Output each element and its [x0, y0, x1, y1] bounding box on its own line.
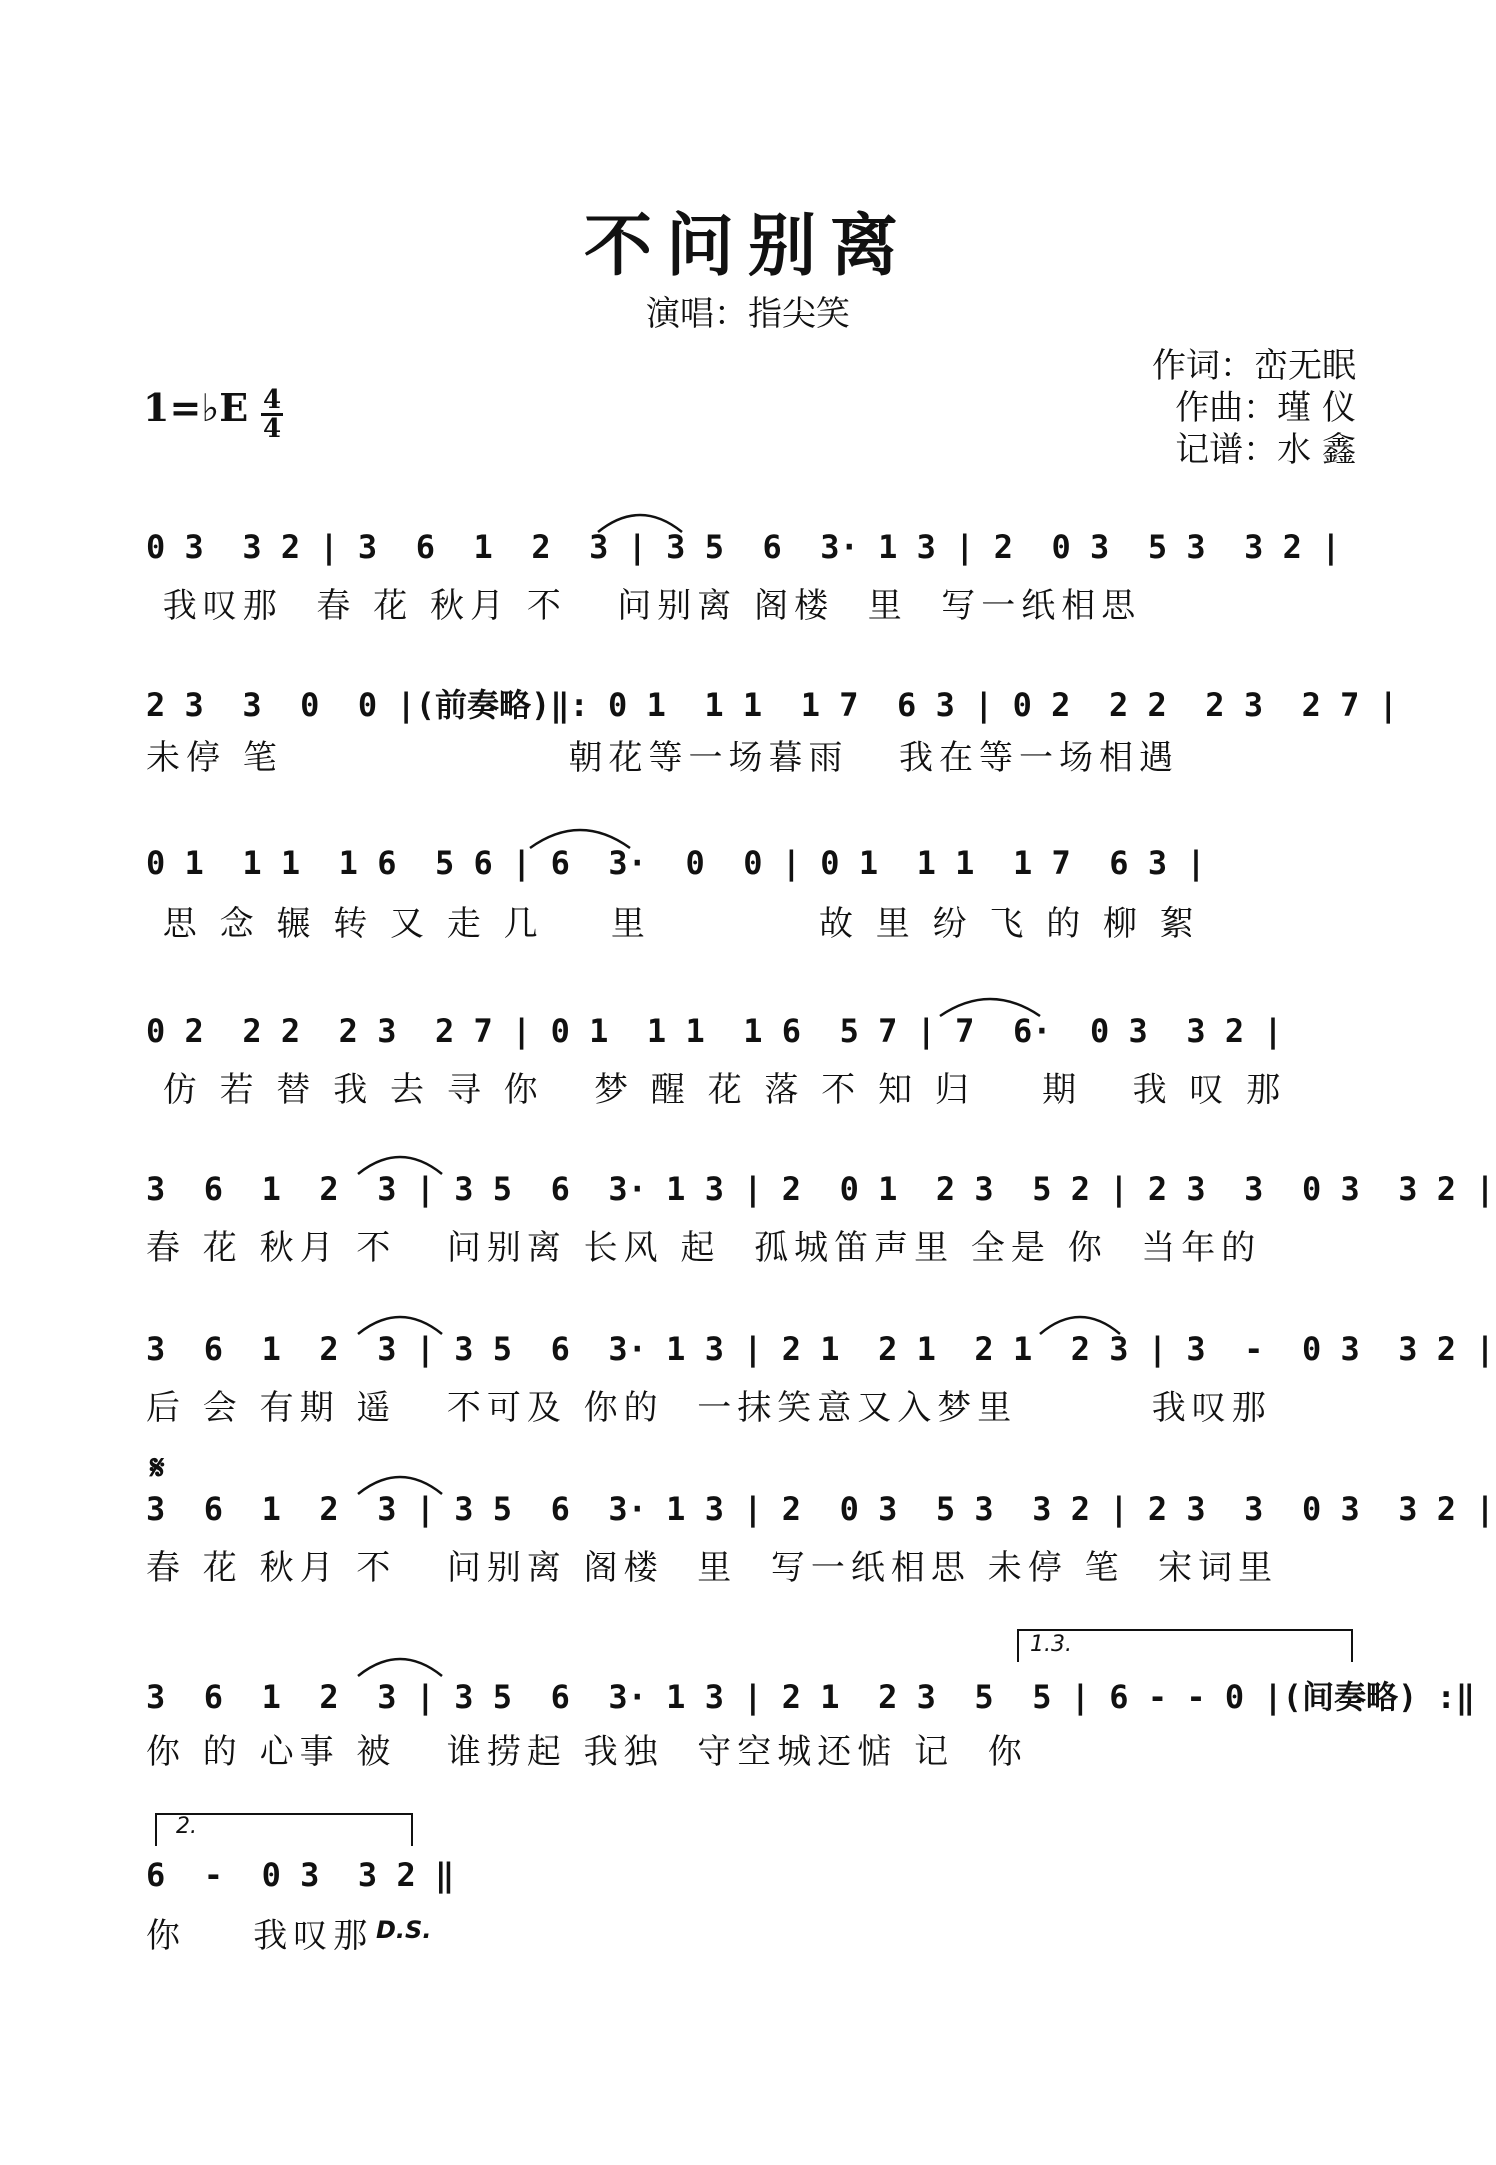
key-signature: 1=♭E	[143, 385, 249, 430]
lyrics-line-6: 后 会 有期 遥 不可及 你的 一抹笑意又入梦里 我叹那	[146, 1388, 1272, 1428]
tie-arc	[358, 1157, 442, 1174]
lyrics-line-1: 我叹那 春 花 秋月 不 问别离 阁楼 里 写一纸相思	[146, 586, 1142, 626]
volta-2-label: 2.	[176, 1814, 197, 1839]
notation-line-1: 0 3 3 2 | 3 6 1 2 3 | 3 5 6 3· 1 3 | 2 0 3 5 3 3 2 |	[146, 528, 1341, 566]
song-title: 不问别离	[583, 206, 912, 286]
notation-line-3: 0 1 1 1 1 6 5 6 | 6 3· 0 0 | 0 1 1 1 1 7 6 3 |	[146, 844, 1206, 882]
lyricist-credit: 作词：峦无眠	[1152, 346, 1356, 386]
tie-arc	[940, 999, 1040, 1016]
composer-credit: 作曲：瑾 仪	[1175, 388, 1356, 428]
time-signature-bottom: 4	[262, 414, 282, 444]
notation-line-9: 6 - 0 3 3 2 ‖	[146, 1856, 455, 1894]
notation-line-5: 3 6 1 2 3 | 3 5 6 3· 1 3 | 2 0 1 2 3 5 2 | 2 3 3 0 3 3 2 |	[146, 1170, 1495, 1208]
tie-arc	[1040, 1317, 1120, 1334]
notation-line-4: 0 2 2 2 2 3 2 7 | 0 1 1 1 1 6 5 7 | 7 6· 0 3 3 2 |	[146, 1012, 1283, 1050]
volta-bracket-1-3	[1018, 1630, 1352, 1662]
tie-arc	[530, 830, 630, 848]
notation-line-2: 2 3 3 0 0 |(前奏略)‖: 0 1 1 1 1 7 6 3 | 0 2 2 2 2 3 2 7 |	[146, 686, 1398, 724]
transcriber-credit: 记谱：水 鑫	[1175, 430, 1356, 470]
notation-line-7: 3 6 1 2 3 | 3 5 6 3· 1 3 | 2 0 3 5 3 3 2 | 2 3 3 0 3 3 2 |	[146, 1490, 1495, 1528]
lyrics-line-2: 未停 笔 朝花等一场暮雨 我在等一场相遇	[146, 738, 1179, 778]
lyrics-line-3: 思 念 辗 转 又 走 几 里 故 里 纷 飞 的 柳 絮	[146, 904, 1200, 944]
notation-line-6: 3 6 1 2 3 | 3 5 6 3· 1 3 | 2 1 2 1 2 1 2 3 | 3 - 0 3 3 2 |	[146, 1330, 1495, 1368]
notation-line-8: 3 6 1 2 3 | 3 5 6 3· 1 3 | 2 1 2 3 5 5 | 6 - - 0 |(间奏略) :‖	[146, 1678, 1476, 1716]
lyrics-line-7: 春 花 秋月 不 问别离 阁楼 里 写一纸相思 未停 笔 宋词里	[146, 1548, 1279, 1588]
tie-arc	[358, 1477, 442, 1494]
dal-segno-mark: D.S.	[376, 1916, 432, 1944]
tie-arc	[358, 1317, 442, 1334]
lyrics-line-8: 你 的 心事 被 谁捞起 我独 守空城还惦 记 你	[146, 1732, 1028, 1772]
volta-1-3-label: 1.3.	[1030, 1632, 1072, 1657]
singer-credit: 演唱：指尖笑	[646, 294, 850, 334]
lyrics-line-4: 仿 若 替 我 去 寻 你 梦 醒 花 落 不 知 归 期 我 叹 那	[146, 1070, 1287, 1110]
time-signature-top: 4	[262, 385, 282, 415]
lyrics-line-5: 春 花 秋月 不 问别离 长风 起 孤城笛声里 全是 你 当年的	[146, 1228, 1262, 1268]
volta-bracket-2	[156, 1814, 412, 1846]
tie-arc	[358, 1659, 442, 1676]
tie-arc	[598, 515, 682, 532]
lyrics-line-9: 你 我叹那	[146, 1916, 374, 1956]
segno-sign: 𝄋	[150, 1448, 165, 1488]
